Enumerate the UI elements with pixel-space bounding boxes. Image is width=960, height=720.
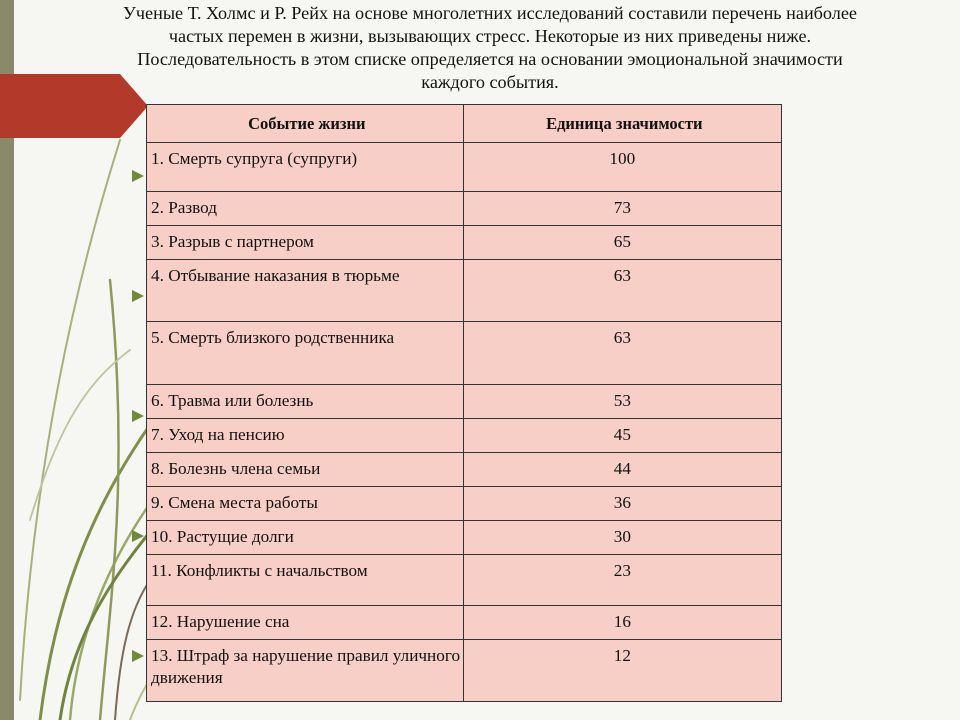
table-row: [147, 453, 782, 487]
value-cell: 63: [463, 260, 781, 322]
event-cell: 1. Смерть супруга (супруги): [147, 143, 464, 192]
heading-line: частых перемен в жизни, вызывающих стресс. Некоторые из них приведены ниже.: [168, 26, 812, 46]
heading-line: Ученые Т. Холмс и Р. Рейх на основе многолетних исследований составили перечень наиболее: [122, 3, 858, 23]
heading-line: каждого события.: [421, 72, 559, 92]
table-row: [147, 143, 782, 192]
table-row: [147, 555, 782, 606]
table-row: [147, 521, 782, 555]
column-header-event: Событие жизни: [147, 105, 464, 143]
event-cell: 12. Нарушение сна: [147, 606, 464, 640]
event-cell: 7. Уход на пенсию: [147, 419, 464, 453]
table-row: [147, 192, 782, 226]
value-cell: 16: [463, 606, 781, 640]
value-cell: 36: [463, 487, 781, 521]
value-cell: 73: [463, 192, 781, 226]
event-cell: 13. Штраф за нарушение правил уличного движения: [147, 640, 464, 702]
event-cell: 9. Смена места работы: [147, 487, 464, 521]
page-heading: [40, 2, 940, 94]
table-row: [147, 606, 782, 640]
event-cell: 2. Развод: [147, 192, 464, 226]
column-header-value: Единица значимости: [463, 105, 781, 143]
event-cell: 10. Растущие долги: [147, 521, 464, 555]
value-cell: 63: [463, 322, 781, 385]
event-cell: 6. Травма или болезнь: [147, 385, 464, 419]
value-cell: 53: [463, 385, 781, 419]
event-cell: 4. Отбывание наказания в тюрьме: [147, 260, 464, 322]
event-cell: 5. Смерть близкого родственника: [147, 322, 464, 385]
table-row: [147, 640, 782, 702]
event-cell: 8. Болезнь члена семьи: [147, 453, 464, 487]
table-row: [147, 226, 782, 260]
value-cell: 30: [463, 521, 781, 555]
value-cell: 12: [463, 640, 781, 702]
event-cell: 11. Конфликты с начальством: [147, 555, 464, 606]
table-header-row: [147, 105, 782, 143]
table-row: [147, 487, 782, 521]
value-cell: 65: [463, 226, 781, 260]
value-cell: 45: [463, 419, 781, 453]
value-cell: 44: [463, 453, 781, 487]
value-cell: 100: [463, 143, 781, 192]
table-row: [147, 385, 782, 419]
heading-line: Последовательность в этом списке определяется на основании эмоциональной значимости: [137, 49, 843, 69]
table-row: [147, 260, 782, 322]
event-cell: 3. Разрыв с партнером: [147, 226, 464, 260]
stress-events-table: [146, 104, 782, 702]
table-row: [147, 322, 782, 385]
value-cell: 23: [463, 555, 781, 606]
table-row: [147, 419, 782, 453]
